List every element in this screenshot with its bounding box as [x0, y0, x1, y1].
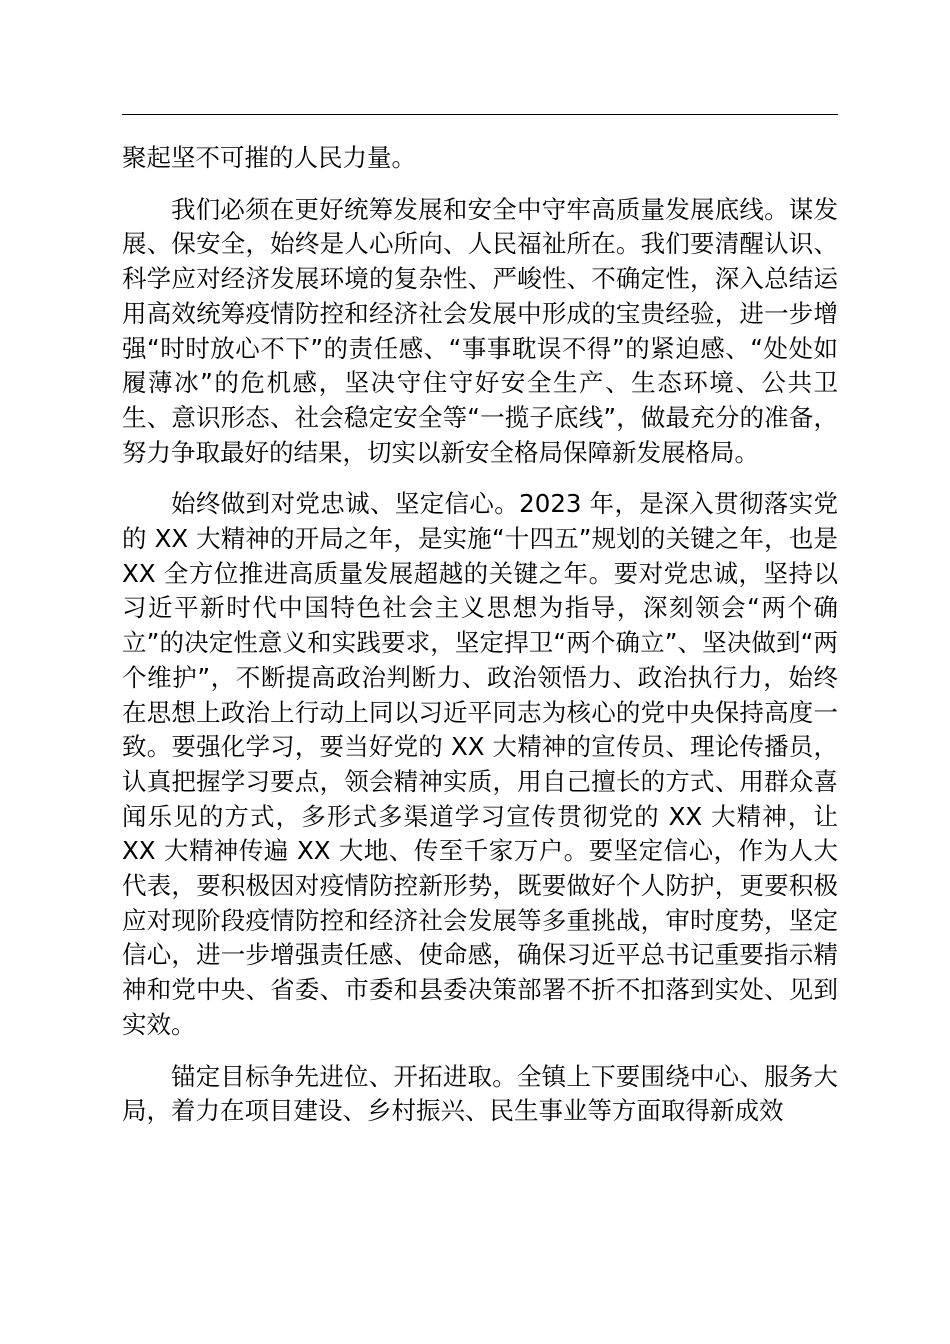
- paragraph-security-baseline: 我们必须在更好统筹发展和安全中守牢高质量发展底线。谋发展、保安全，始终是人心所向、人民福祉所在。我们要清醒认识、科学应对经济发展环境的复杂性、严峻性、不确定性，深入总结运用高效统筹疫情防控和经济社会发展中形成的宝贵经验，进一步增强“时时放心不下”的责任感、“事事耽误不得”的紧迫感、“处处如履薄冰”的危机感，坚决守住守好安全生产、生态环境、公共卫生、意识形态、社会稳定安全等“一揽子底线”，做最充分的准备，努力争取最好的结果，切实以新安全格局保障新发展格局。: [122, 194, 838, 467]
- header-rule: [122, 114, 838, 115]
- paragraph-continuation: 聚起坚不可摧的人民力量。: [122, 143, 416, 172]
- paragraph-party-loyalty: 始终做到对党忠诚、坚定信心。2023 年，是深入贯彻落实党的 XX 大精神的开局之年，是实施“十四五”规划的关键之年，也是 XX 全方位推进高质量发展超越的关键之年。要对党忠诚，坚持以习近平新时代中国特色社会主义思想为指导，深刻领会“两个确立”的决定性意义和实践要求，坚定捍卫“两个确立”、坚决做到“两个维护”，不断提高政治判断力、政治领悟力、政治执行力，始终在思想上政治上行动上同以习近平同志为核心的党中央保持高度一致。要强化学习，要当好党的 XX 大精神的宣传员、理论传播员，认真把握学习要点，领会精神实质，用自己擅长的方式、用群众喜闻乐见的方式，多形式多渠道学习宣传贯彻党的 XX 大精神，让 XX 大精神传遍 XX 大地、传至千家万户。要坚定信心，作为人大代表，要积极因对疫情防控新形势，既要做好个人防护，更要积极应对现阶段疫情防控和经济社会发展等多重挑战，审时度势，坚定信心，进一步增强责任感、使命感，确保习近平总书记重要指示精神和党中央、省委、市委和县委决策部署不折不扣落到实处、见到实效。: [122, 489, 838, 1039]
- document-body: [122, 141, 838, 1129]
- paragraph-goals: 锚定目标争先进位、开拓进取。全镇上下要围绕中心、服务大局，着力在项目建设、乡村振兴、民生事业等方面取得新成效: [122, 1061, 838, 1126]
